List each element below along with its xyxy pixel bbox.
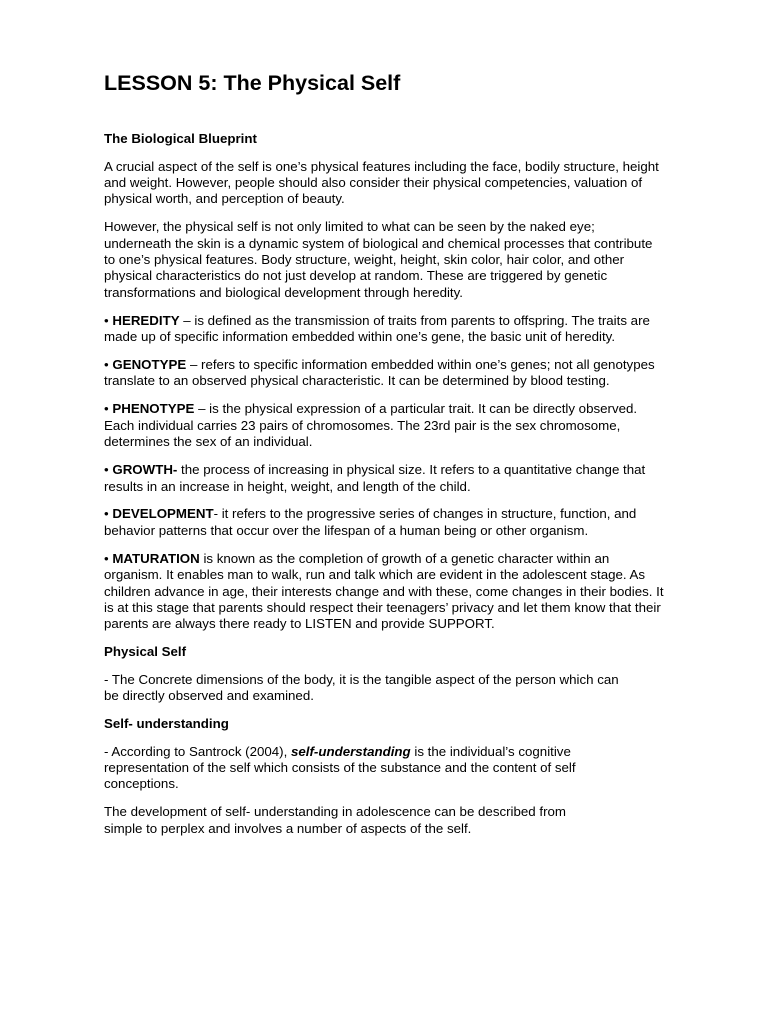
bullet-development [104,506,664,539]
emphasis-self-understanding: self-understanding [291,743,411,759]
section-heading-physical-self: Physical Self [104,644,187,660]
page-title: LESSON 5: The Physical Self [104,71,401,95]
document-page [104,68,674,837]
bullet-marker: • [104,506,113,522]
definition-heredity: – is defined as the transmission of traits from parents to offspring. The traits are made up of specific information embedded within one’s gene, the basic unit of heredity. [104,312,650,345]
bullet-marker: • [104,462,113,478]
paragraph-santrock [104,744,619,793]
bullet-heredity [104,313,670,346]
paragraph-concrete-dimensions: - The Concrete dimensions of the body, it is the tangible aspect of the person which can be directly observed and examined. [104,671,619,704]
term-phenotype: PHENOTYPE [112,401,195,417]
bullet-marker: • [104,312,113,328]
term-maturation: MATURATION [112,550,200,566]
paragraph-development-adolescence: The development of self- understanding in adolescence can be described from simple to perplex and involves a number of aspects of the self. [104,804,566,836]
bullet-marker: • [104,550,113,566]
definition-growth: the process of increasing in physical size. It refers to a quantitative change that results in an increase in height, weight, and length of the child. [104,462,646,494]
paragraph-physical-features: A crucial aspect of the self is one’s physical features including the face, bodily structure, height and weight. However, people should also consider their physical competencies, valuation of physical worth, and perception of beauty. [104,158,659,207]
paragraph-dynamic-system: However, the physical self is not only limited to what can be seen by the naked eye; underneath the skin is a dynamic system of biological and chemical processes that contribute to one’s physical features. Body structure, weight, height, skin color, hair color, and other physical characteristics do not just develop at random. These are triggered by genetic transformations and biological development through heredity. [104,219,653,300]
santrock-intro: - According to Santrock (2004), [104,743,291,759]
section-heading-biological-blueprint: The Biological Blueprint [104,131,257,146]
definition-development: - it refers to the progressive series of changes in structure, function, and behavior patterns that occur over the lifespan of a human being or other organism. [104,506,637,538]
definition-phenotype: – is the physical expression of a particular trait. It can be directly observed. Each individual carries 23 pairs of chromosomes. The 23rd pair is the sex chromosome, determines the sex of an individual. [104,401,638,450]
term-growth: GROWTH- [112,462,178,478]
definition-genotype: – refers to specific information embedded within one’s genes; not all genotypes translate to an observed physical characteristic. It can be determined by blood testing. [104,357,655,389]
bullet-maturation [104,551,670,633]
bullet-marker: • [104,357,113,373]
term-heredity: HEREDITY [112,312,180,328]
bullet-growth [104,462,664,495]
term-development: DEVELOPMENT [112,506,214,522]
term-genotype: GENOTYPE [112,357,187,373]
section-heading-self-understanding: Self- understanding [104,716,229,732]
bullet-phenotype [104,401,644,450]
bullet-genotype [104,357,670,390]
bullet-marker: • [104,401,113,417]
definition-maturation: is known as the completion of growth of a genetic character within an organism. It enables man to walk, run and talk which are evident in the adolescent stage. As children advance in age, their interests change and with these, come changes in their bodies. It is at this stage that parents should respect their teenagers’ privacy and let them know that their parents are always there ready to LISTEN and provide SUPPORT. [104,550,664,632]
santrock-definition: is the individual’s cognitive representation of the self which consists of the substance and the content of self conceptions. [104,743,576,792]
